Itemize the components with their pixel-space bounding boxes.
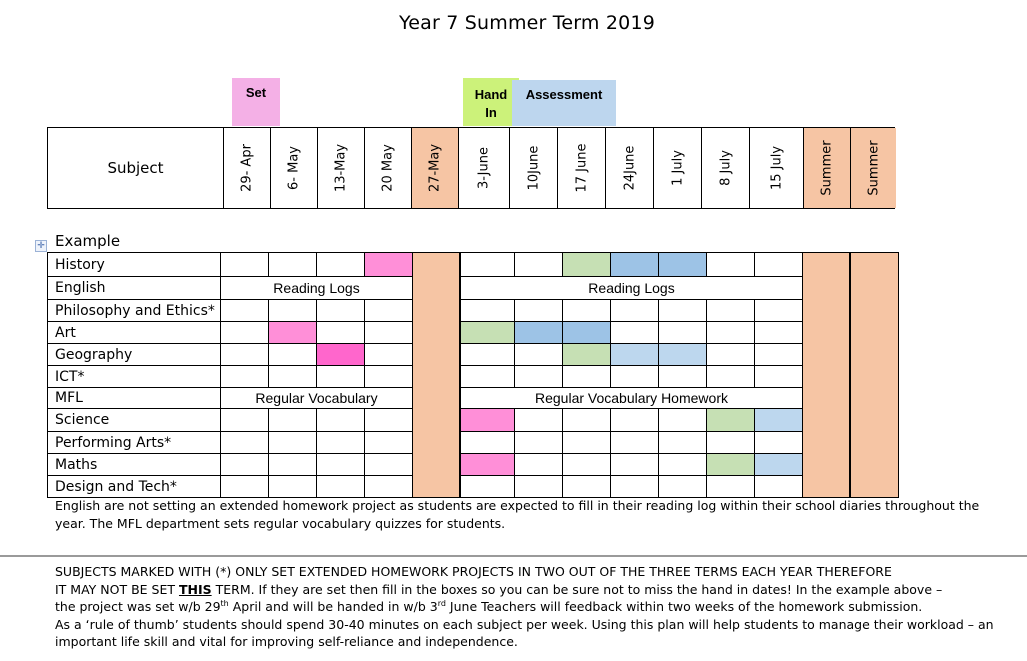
week-cell[interactable] (514, 300, 562, 321)
week-cell[interactable] (220, 322, 268, 343)
week-cell[interactable] (610, 432, 658, 453)
holiday-column-27-may (412, 252, 460, 498)
week-cell[interactable] (562, 432, 610, 453)
week-cell[interactable] (220, 300, 268, 321)
week-cell[interactable] (658, 454, 706, 475)
week-cell[interactable] (364, 322, 412, 343)
week-cell[interactable] (268, 366, 316, 387)
week-cell[interactable] (316, 476, 364, 498)
week-header (270, 128, 317, 208)
week-cell[interactable] (364, 300, 412, 321)
note-line: SUBJECTS MARKED WITH (*) ONLY SET EXTENDED HOMEWORK PROJECTS IN TWO OUT OF THE THREE TERMS EACH YEAR THEREFORE (55, 564, 892, 579)
week-cell-assessment[interactable] (562, 322, 610, 343)
note-line: June Teachers will feedback within two weeks of the homework submission. (445, 599, 923, 614)
note-line: IT MAY NOT BE SET (55, 581, 179, 597)
week-header (653, 128, 701, 208)
section-divider (0, 555, 1027, 557)
week-cell[interactable] (364, 366, 412, 387)
week-cell-set[interactable] (268, 322, 316, 343)
week-cell[interactable] (460, 476, 514, 498)
week-cell-set[interactable] (460, 409, 514, 431)
week-cell[interactable] (316, 322, 364, 343)
span-cell[interactable] (460, 388, 802, 408)
week-cell[interactable] (562, 300, 610, 321)
week-cell[interactable] (364, 432, 412, 453)
week-cell[interactable] (706, 322, 754, 343)
week-cell[interactable] (460, 253, 514, 276)
week-cell[interactable] (706, 300, 754, 321)
week-cell[interactable] (316, 454, 364, 475)
week-cell[interactable] (706, 432, 754, 453)
subject-label: Design and Tech* (55, 479, 177, 495)
week-cell-hand-in[interactable] (460, 322, 514, 343)
english-mfl-note (55, 497, 979, 532)
week-cell-assessment[interactable] (610, 253, 658, 276)
week-cell[interactable] (220, 454, 268, 475)
week-cell[interactable] (514, 344, 562, 365)
week-cell[interactable] (268, 454, 316, 475)
legend-hand-in (463, 78, 519, 126)
legend-hand-in-line2: In (485, 105, 497, 120)
week-label: 15 July (769, 145, 784, 191)
week-cell[interactable] (514, 476, 562, 498)
week-cell[interactable] (316, 432, 364, 453)
week-cell[interactable] (364, 344, 412, 365)
week-cell[interactable] (514, 253, 562, 276)
example-label: Example (55, 232, 121, 250)
table-move-handle-icon[interactable]: ✛ (35, 240, 47, 252)
week-cell-assessment[interactable] (514, 322, 562, 343)
legend-assessment (512, 80, 616, 126)
legend-hand-in-line1: Hand (474, 87, 508, 102)
week-cell[interactable] (658, 409, 706, 431)
subject-label: Geography (55, 346, 133, 363)
week-cell-assessment[interactable] (754, 409, 802, 431)
reading-logs-label: Reading Logs (588, 280, 675, 296)
week-cell[interactable] (658, 476, 706, 498)
subject-label: Philosophy and Ethics* (55, 302, 215, 319)
week-cell[interactable] (754, 253, 802, 276)
ordinal-suffix: rd (437, 598, 446, 608)
week-cell[interactable] (706, 253, 754, 276)
week-cell[interactable] (658, 300, 706, 321)
week-cell[interactable] (658, 322, 706, 343)
note-line: year. The MFL department sets regular vocabulary quizzes for students. (55, 515, 506, 531)
week-cell[interactable] (754, 322, 802, 343)
extended-homework-note (55, 563, 994, 651)
week-cell[interactable] (268, 432, 316, 453)
week-cell[interactable] (316, 366, 364, 387)
subject-label: History (55, 256, 105, 273)
week-cell[interactable] (562, 476, 610, 498)
week-label: 8 July (718, 150, 733, 186)
week-cell-hand-in[interactable] (706, 454, 754, 475)
subject-header: Subject (107, 159, 164, 177)
week-cell[interactable] (220, 409, 268, 431)
week-cell[interactable] (220, 344, 268, 365)
week-label: 27-May (427, 143, 443, 193)
week-cell[interactable] (316, 300, 364, 321)
week-cell[interactable] (460, 300, 514, 321)
week-header (509, 128, 557, 208)
week-label: 6- May (286, 146, 302, 190)
week-label: 20 May (380, 144, 396, 192)
week-cell[interactable] (706, 344, 754, 365)
week-cell[interactable] (364, 409, 412, 431)
week-cell-assessment[interactable] (658, 253, 706, 276)
week-header (364, 128, 411, 208)
week-header-table (47, 127, 895, 209)
note-line: April and will be handed in w/b 3 (228, 599, 438, 614)
reading-logs-label: Reading Logs (273, 280, 360, 296)
subject-label: Science (55, 412, 110, 428)
week-cell[interactable] (514, 366, 562, 387)
week-cell[interactable] (610, 300, 658, 321)
week-cell[interactable] (460, 432, 514, 453)
week-header-holiday (850, 128, 896, 208)
week-cell[interactable] (268, 300, 316, 321)
week-cell-hand-in[interactable] (706, 409, 754, 431)
week-cell[interactable] (220, 432, 268, 453)
week-cell[interactable] (706, 366, 754, 387)
subject-label: Performing Arts* (55, 434, 172, 451)
regular-vocabulary-label: Regular Vocabulary (255, 390, 378, 406)
subject-label: MFL (55, 390, 83, 406)
week-cell[interactable] (658, 366, 706, 387)
week-cell-hand-in[interactable] (562, 344, 610, 365)
week-cell[interactable] (268, 253, 316, 276)
week-cell[interactable] (364, 454, 412, 475)
week-cell[interactable] (706, 476, 754, 498)
week-cell[interactable] (460, 344, 514, 365)
week-label: 3-June (476, 147, 492, 189)
week-cell[interactable] (610, 454, 658, 475)
note-line: English are not setting an extended homework project as students are expected to fill in their reading log within their school diaries throughout the (55, 498, 980, 513)
week-cell-hand-in[interactable] (562, 253, 610, 276)
holiday-column-summer (802, 252, 850, 498)
week-cell[interactable] (268, 476, 316, 498)
week-cell[interactable] (658, 432, 706, 453)
week-header (605, 128, 653, 208)
week-cell[interactable] (562, 454, 610, 475)
week-cell[interactable] (460, 366, 514, 387)
legend-set-label: Set (245, 85, 267, 100)
week-cell[interactable] (220, 366, 268, 387)
week-cell-assessment[interactable] (754, 454, 802, 475)
week-label: 24June (622, 145, 637, 191)
week-label: 1 July (670, 150, 685, 186)
week-cell[interactable] (220, 253, 268, 276)
subject-label: ICT* (55, 368, 85, 385)
span-cell[interactable] (460, 277, 802, 299)
holiday-column-summer (850, 252, 899, 498)
note-line: As a ‘rule of thumb’ students should spend 30-40 minutes on each subject per week. Using this plan will help students to manage their workload – an (55, 616, 994, 632)
week-cell[interactable] (610, 366, 658, 387)
week-label: 13-May (333, 143, 349, 193)
week-header-holiday (411, 128, 458, 208)
week-cell[interactable] (514, 454, 562, 475)
note-line: TERM. If they are set then fill in the boxes so you can be sure not to miss the hand in dates! In the example above – (211, 581, 943, 597)
week-header (458, 128, 509, 208)
week-cell[interactable] (754, 300, 802, 321)
week-label: Summer (866, 140, 881, 196)
week-cell[interactable] (514, 409, 562, 431)
week-header-holiday (803, 128, 850, 208)
week-cell[interactable] (220, 476, 268, 498)
week-cell-set[interactable] (316, 344, 364, 365)
subject-label: Art (55, 324, 76, 341)
week-cell[interactable] (268, 409, 316, 431)
week-cell[interactable] (610, 409, 658, 431)
week-header (223, 128, 270, 208)
week-header (557, 128, 605, 208)
week-cell-set[interactable] (460, 454, 514, 475)
note-line: important life skill and vital for improving self-reliance and independence. (55, 634, 518, 649)
note-line: the project was set w/b 29 (55, 599, 221, 614)
span-cell[interactable] (220, 277, 412, 299)
week-cell-assessment[interactable] (658, 344, 706, 365)
week-cell[interactable] (562, 366, 610, 387)
page-title: Year 7 Summer Term 2019 (398, 12, 656, 34)
legend-assessment-label: Assessment (525, 87, 603, 102)
week-cell[interactable] (754, 366, 802, 387)
week-cell[interactable] (316, 409, 364, 431)
week-label: 29- Apr (239, 144, 255, 192)
ordinal-suffix: th (220, 598, 229, 608)
subject-label: English (55, 280, 106, 296)
week-cell[interactable] (610, 476, 658, 498)
homework-example-table (47, 252, 899, 498)
week-header (701, 128, 749, 208)
regular-vocabulary-homework-label: Regular Vocabulary Homework (535, 390, 728, 406)
week-label: 17 June (574, 143, 589, 193)
span-cell[interactable] (220, 388, 412, 408)
week-header (749, 128, 803, 208)
subject-label: Maths (55, 456, 98, 473)
week-cell[interactable] (514, 432, 562, 453)
week-cell[interactable] (754, 344, 802, 365)
week-cell[interactable] (316, 253, 364, 276)
week-header (317, 128, 364, 208)
week-cell[interactable] (754, 432, 802, 453)
week-cell[interactable] (268, 344, 316, 365)
week-cell-set[interactable] (364, 253, 412, 276)
week-cell[interactable] (364, 476, 412, 498)
week-cell[interactable] (610, 322, 658, 343)
legend-set (232, 78, 280, 126)
note-emphasis: THIS (178, 581, 212, 597)
week-label: Summer (819, 140, 835, 196)
week-cell[interactable] (754, 476, 802, 498)
week-cell-assessment[interactable] (610, 344, 658, 365)
week-label: 10June (526, 145, 541, 191)
week-cell[interactable] (562, 409, 610, 431)
